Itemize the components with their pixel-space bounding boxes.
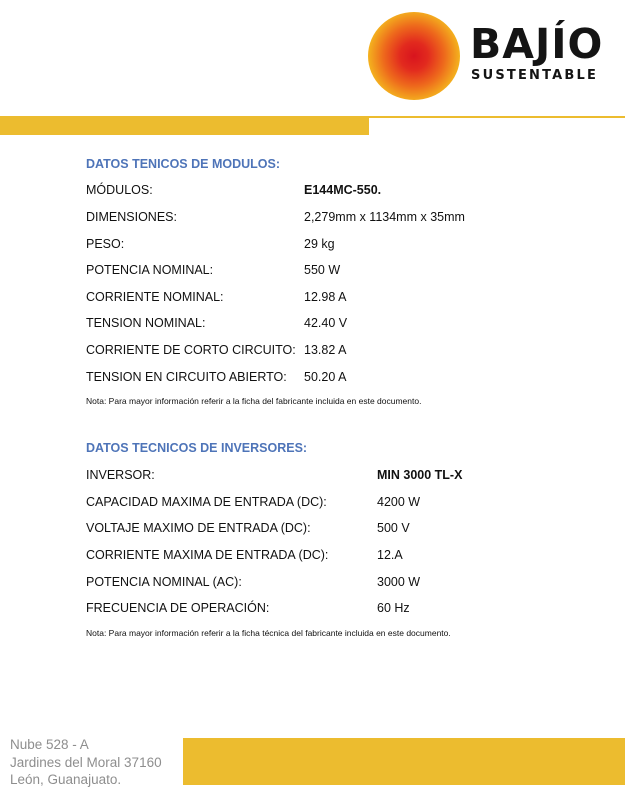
spec-label: CORRIENTE MAXIMA DE ENTRADA (DC):	[86, 548, 329, 562]
logo-tagline: SUSTENTABLE	[471, 68, 599, 83]
spec-label: VOLTAJE MAXIMO DE ENTRADA (DC):	[86, 521, 311, 535]
spec-value: 4200 W	[377, 495, 421, 509]
spec-label: CAPACIDAD MAXIMA DE ENTRADA (DC):	[86, 495, 327, 509]
spec-value: 12.98 A	[304, 290, 347, 304]
spec-value: 60 Hz	[377, 601, 410, 615]
modules-note: Nota: Para mayor información referir a la ficha del fabricante incluida en este documento.	[86, 396, 422, 406]
spec-label: DIMENSIONES:	[86, 210, 177, 224]
inverters-note: Nota: Para mayor información referir a la ficha técnica del fabricante incluida en este documento.	[86, 628, 451, 638]
sun-logo-icon	[368, 12, 460, 100]
spec-label: PESO:	[86, 237, 125, 251]
spec-value: 50.20 A	[304, 370, 347, 384]
spec-value: 12.A	[377, 548, 403, 562]
spec-label: POTENCIA NOMINAL (AC):	[86, 575, 242, 589]
spec-label: MÓDULOS:	[86, 183, 153, 197]
spec-value: 550 W	[304, 263, 341, 277]
modules-section-title: DATOS TENICOS DE MODULOS:	[86, 157, 280, 171]
spec-value: 13.82 A	[304, 343, 347, 357]
spec-label: CORRIENTE DE CORTO CIRCUITO:	[86, 343, 296, 357]
spec-label: TENSION NOMINAL:	[86, 316, 206, 330]
address-line: Nube 528 - A	[10, 737, 89, 752]
spec-label: CORRIENTE NOMINAL:	[86, 290, 224, 304]
inverters-section-title: DATOS TECNICOS DE INVERSORES:	[86, 441, 308, 455]
spec-label: FRECUENCIA DE OPERACIÓN:	[86, 601, 270, 615]
spec-value: 29 kg	[304, 237, 335, 251]
spec-value: 500 V	[377, 521, 410, 535]
address-line: Jardines del Moral 37160	[10, 754, 162, 770]
spec-value: MIN 3000 TL-X	[377, 468, 463, 482]
spec-value: E144MC-550.	[304, 183, 382, 197]
header-accent-bar	[0, 116, 369, 135]
company-logo	[368, 12, 618, 102]
header-accent-line	[369, 116, 625, 118]
logo-title: BAJÍO	[470, 20, 604, 68]
spec-label: TENSION EN CIRCUITO ABIERTO:	[86, 370, 287, 384]
spec-value: 2,279mm x 1134mm x 35mm	[304, 210, 465, 224]
spec-value: 3000 W	[377, 575, 421, 589]
address-line: León, Guanajuato.	[10, 772, 122, 787]
footer-address	[10, 736, 162, 789]
spec-value: 42.40 V	[304, 316, 348, 330]
footer-accent-bar	[183, 738, 625, 785]
spec-label: INVERSOR:	[86, 468, 155, 482]
spec-label: POTENCIA NOMINAL:	[86, 263, 214, 277]
